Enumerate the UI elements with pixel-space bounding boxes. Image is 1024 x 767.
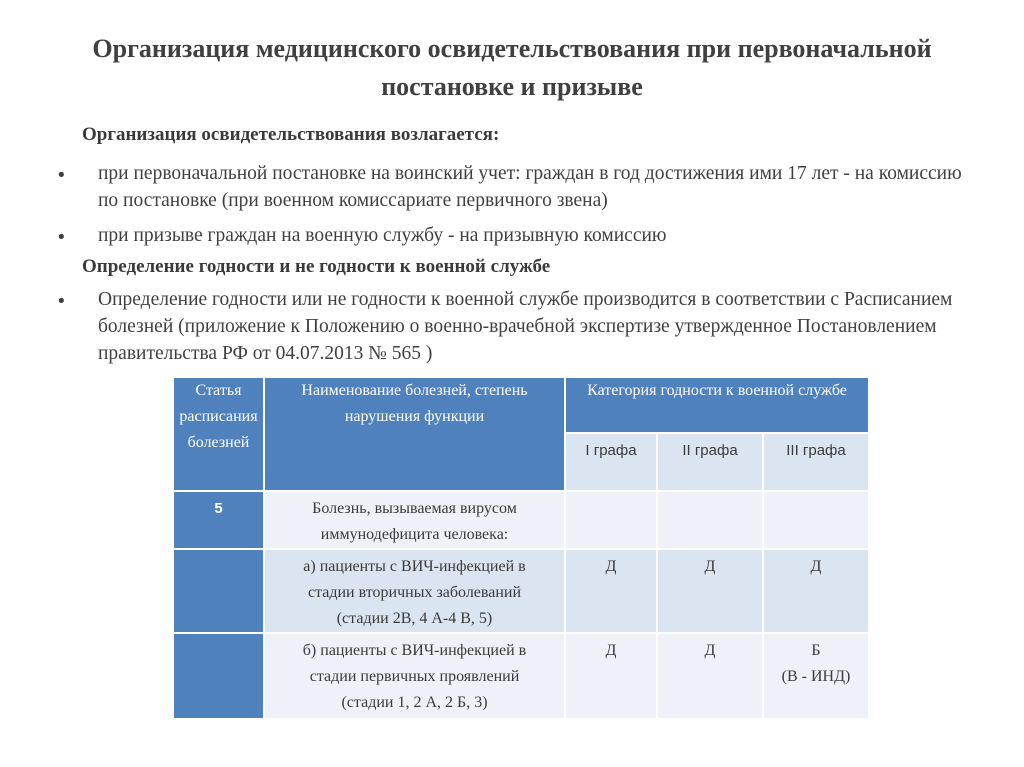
- disease-name: б) пациенты с ВИЧ-инфекцией в стадии первичных проявлений (стадии 1, 2 А, 2 Б, 3): [264, 633, 565, 719]
- section-heading-organization: Организация освидетельствования возлагается:: [82, 124, 500, 145]
- bullet-marker: •: [58, 291, 65, 312]
- article-number: 5: [173, 491, 264, 549]
- bullet-marker: •: [58, 227, 65, 248]
- table-row: [173, 491, 869, 549]
- category-cell: [763, 491, 869, 549]
- article-number: [173, 549, 264, 633]
- bullet-initial-registration: при первоначальной постановке на воинский учет: граждан в год достижения ими 17 лет - на комиссию по постановке (при военном комиссариате первичного звена): [98, 163, 962, 211]
- header-col-3: III графа: [763, 433, 869, 491]
- header-category: Категория годности к военной службе: [565, 377, 869, 433]
- table-row: [173, 633, 869, 719]
- header-disease: Наименование болезней, степень нарушения функции: [264, 377, 565, 491]
- bullet-marker: •: [58, 165, 65, 186]
- category-cell: Д: [565, 549, 657, 633]
- disease-name: Болезнь, вызываемая вирусом иммунодефицита человека:: [264, 491, 565, 549]
- page-title: Организация медицинского освидетельствования при первоначальной постановке и призыве: [92, 34, 932, 101]
- header-article: Статья расписания болезней: [173, 377, 264, 491]
- disease-name: а) пациенты с ВИЧ-инфекцией в стадии вторичных заболеваний (стадии 2В, 4 А-4 В, 5): [264, 549, 565, 633]
- bullet-conscription: при призыве граждан на военную службу - на призывную комиссию: [98, 225, 667, 246]
- category-cell: Д: [657, 633, 763, 719]
- fitness-table: [172, 376, 870, 720]
- bullet-fitness-determination: Определение годности или не годности к военной службе производится в соответствии с Расписанием болезней (приложение к Положению о военно-врачебной экспертизе утвержденное Постановлением правительства РФ от 04.07.2013 № 565 ): [98, 289, 953, 364]
- section-heading-fitness: Определение годности и не годности к военной службе: [82, 256, 551, 277]
- header-col-2: II графа: [657, 433, 763, 491]
- category-cell: [657, 491, 763, 549]
- header-col-1: I графа: [565, 433, 657, 491]
- table-row: [173, 549, 869, 633]
- category-cell: [565, 491, 657, 549]
- category-cell: Д: [763, 549, 869, 633]
- category-cell: Д: [657, 549, 763, 633]
- category-cell: Д: [565, 633, 657, 719]
- category-cell: Б (В - ИНД): [763, 633, 869, 719]
- article-number: [173, 633, 264, 719]
